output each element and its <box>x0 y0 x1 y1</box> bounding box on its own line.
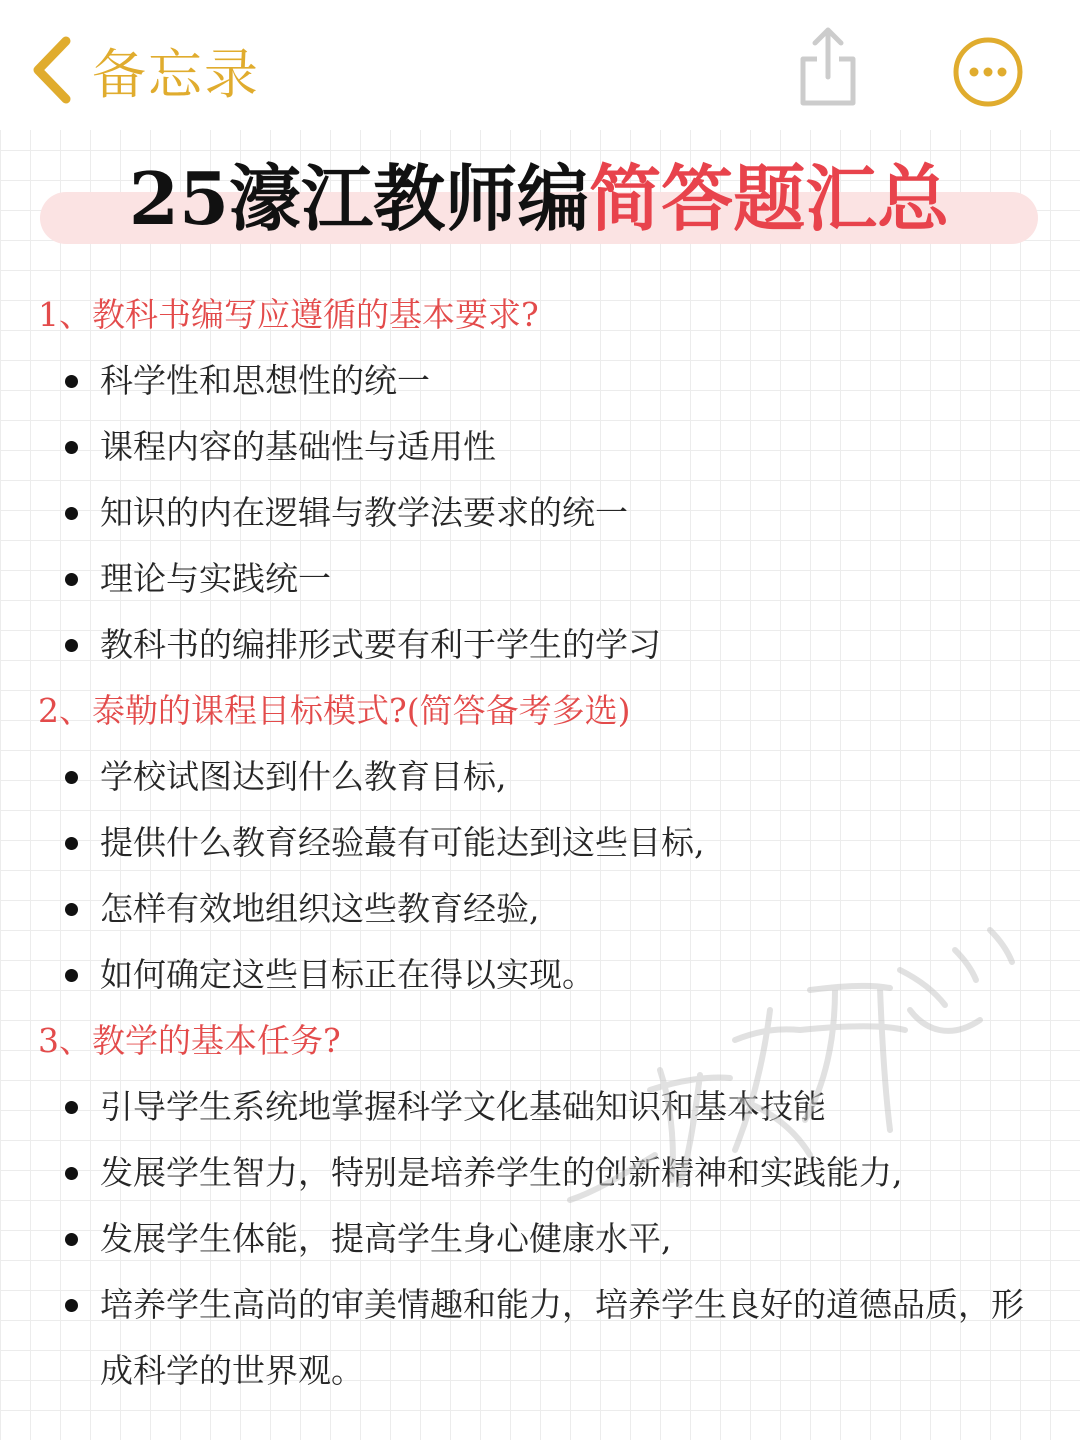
bullet-icon <box>65 441 78 454</box>
bullet-icon <box>65 573 78 586</box>
list-item-text: 如何确定这些目标正在得以实现。 <box>100 955 595 994</box>
bullet-icon <box>65 903 78 916</box>
bullet-icon <box>65 375 78 388</box>
title-text <box>40 154 1038 244</box>
section-heading: 1、教科书编写应遵循的基本要求? <box>38 295 539 334</box>
bullet-icon <box>65 771 78 784</box>
bullet-icon <box>65 969 78 982</box>
ellipsis-circle-icon <box>952 36 1024 108</box>
back-label: 备忘录 <box>92 42 260 106</box>
navigation-bar <box>0 0 1080 130</box>
bullet-icon <box>65 1101 78 1114</box>
section-heading: 3、教学的基本任务? <box>38 1021 341 1060</box>
note-title <box>40 148 1038 248</box>
list-item-text: 培养学生高尚的审美情趣和能力，培养学生良好的道德品质，形成科学的世界观。 <box>100 1285 1024 1390</box>
bullet-icon <box>65 1233 78 1246</box>
list-item <box>38 348 1038 414</box>
list-item <box>38 1272 1038 1404</box>
list-item <box>38 744 1038 810</box>
list-item-text: 学校试图达到什么教育目标, <box>100 757 507 796</box>
list-item-text: 引导学生系统地掌握科学文化基础知识和基本技能 <box>100 1087 826 1126</box>
list-item <box>38 1140 1038 1206</box>
bullet-icon <box>65 1167 78 1180</box>
bullet-icon <box>65 837 78 850</box>
list-item <box>38 876 1038 942</box>
list-item <box>38 942 1038 1008</box>
list-item-text: 提供什么教育经验蕞有可能达到这些目标, <box>100 823 705 862</box>
list-item-text: 发展学生体能，提高学生身心健康水平, <box>100 1219 672 1258</box>
list-item-text: 知识的内在逻辑与教学法要求的统一 <box>100 493 628 532</box>
list-item <box>38 612 1038 678</box>
section-heading: 2、泰勒的课程目标模式?(简答备考多选) <box>38 691 631 730</box>
share-icon <box>795 25 861 109</box>
title-part-red: 简答题汇总 <box>589 156 950 241</box>
list-item <box>38 1206 1038 1272</box>
title-part-black: 25濠江教师编 <box>128 156 590 241</box>
list-item-text: 课程内容的基础性与适用性 <box>100 427 496 466</box>
list-item-text: 教科书的编排形式要有利于学生的学习 <box>100 625 661 664</box>
back-button[interactable] <box>30 30 260 110</box>
list-item <box>38 1074 1038 1140</box>
chevron-left-icon <box>30 35 74 105</box>
list-item-text: 怎样有效地组织这些教育经验, <box>100 889 540 928</box>
bullet-icon <box>65 507 78 520</box>
more-options-button[interactable] <box>952 36 1024 108</box>
list-item <box>38 546 1038 612</box>
share-button[interactable] <box>795 25 861 109</box>
list-item <box>38 480 1038 546</box>
list-item-text: 理论与实践统一 <box>100 559 331 598</box>
note-body <box>38 282 1038 1404</box>
bullet-icon <box>65 639 78 652</box>
list-item <box>38 414 1038 480</box>
list-item-text: 发展学生智力，特别是培养学生的创新精神和实践能力, <box>100 1153 903 1192</box>
bullet-icon <box>65 1299 78 1312</box>
list-item <box>38 810 1038 876</box>
list-item-text: 科学性和思想性的统一 <box>100 361 430 400</box>
